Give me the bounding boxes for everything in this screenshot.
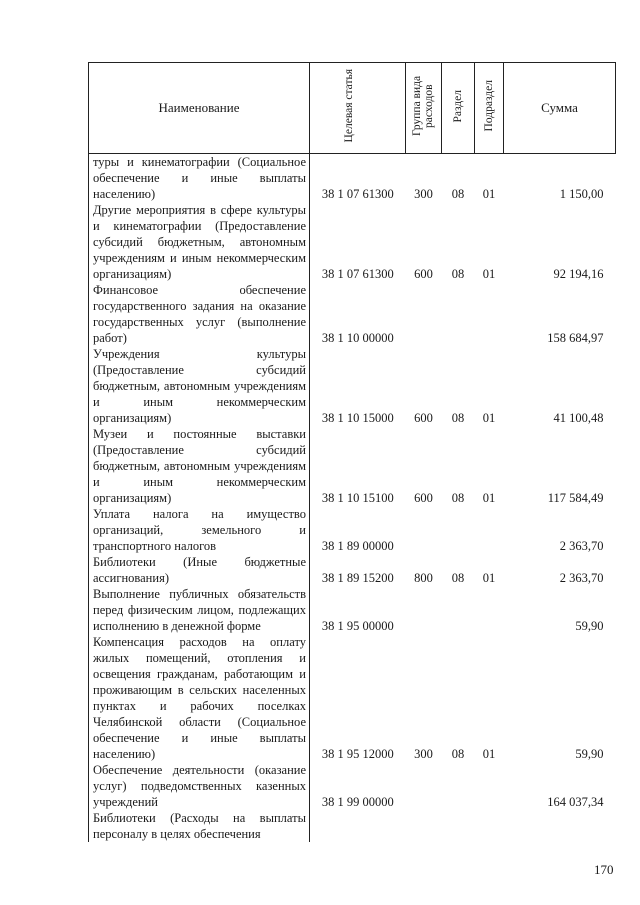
- row-name: Финансовое обеспечение государственного задания на оказание государственных услуг (выполнение работ): [89, 282, 310, 346]
- header-name: Наименование: [89, 63, 310, 154]
- table-body: [89, 154, 616, 843]
- row-subsection: 01: [482, 491, 496, 505]
- row-group: [406, 586, 442, 634]
- table-row: [89, 154, 616, 203]
- row-name: туры и кинематографии (Социальное обеспечение и иные выплаты населению): [89, 154, 310, 203]
- row-section: 08: [451, 491, 465, 505]
- row-name: Учреждения культуры (Предоставление субсидий бюджетным, автономным учреждениям и иным некоммерческим организациям): [89, 346, 310, 426]
- row-target: 38 1 10 15000: [321, 411, 394, 425]
- table-row: [89, 634, 616, 762]
- row-sum: 59,90: [575, 619, 604, 633]
- row-group: 600: [414, 411, 433, 425]
- row-sum: 41 100,48: [553, 411, 604, 425]
- row-group: [406, 810, 442, 842]
- table-row: [89, 282, 616, 346]
- row-section: 08: [451, 747, 465, 761]
- row-sum: 158 684,97: [547, 331, 604, 345]
- row-name: Музеи и постоянные выставки (Предоставление субсидий бюджетным, автономным учреждениям и иным некоммерческим организациям): [89, 426, 310, 506]
- row-target: 38 1 95 00000: [321, 619, 394, 633]
- row-target: 38 1 10 00000: [321, 331, 394, 345]
- row-target: 38 1 07 61300: [321, 267, 394, 281]
- header-sum: Сумма: [504, 63, 616, 154]
- row-target: 38 1 10 15100: [321, 491, 394, 505]
- row-sum: 117 584,49: [547, 491, 604, 505]
- budget-table: [88, 62, 616, 842]
- row-subsection: [475, 810, 504, 842]
- table-header: [89, 63, 616, 154]
- row-name: Компенсация расходов на оплату жилых помещений, отопления и освещения гражданам, работающим и проживающим в сельских населенных пунктах и рабочих поселках Челябинской области (Социальное обеспечение и иные выплаты населению): [89, 634, 310, 762]
- row-subsection: [475, 762, 504, 810]
- row-subsection: 01: [482, 187, 496, 201]
- row-group: 300: [414, 747, 433, 761]
- row-group: [406, 282, 442, 346]
- row-section: [442, 586, 475, 634]
- row-group: 800: [414, 571, 433, 585]
- row-group: [406, 762, 442, 810]
- row-name: Библиотеки (Иные бюджетные ассигнования): [89, 554, 310, 586]
- row-target: 38 1 95 12000: [321, 747, 394, 761]
- row-name: Уплата налога на имущество организаций, земельного и транспортного налогов: [89, 506, 310, 554]
- row-name: Выполнение публичных обязательств перед физическим лицом, подлежащих исполнению в денежной форме: [89, 586, 310, 634]
- row-subsection: 01: [482, 747, 496, 761]
- header-group: Группа вида расходов: [406, 63, 442, 154]
- table-row: [89, 810, 616, 842]
- row-target: 38 1 99 00000: [321, 795, 394, 809]
- row-subsection: 01: [482, 411, 496, 425]
- row-sum: [504, 810, 616, 842]
- table-row: [89, 554, 616, 586]
- row-name: Обеспечение деятельности (оказание услуг) подведомственных казенных учреждений: [89, 762, 310, 810]
- row-group: 600: [414, 491, 433, 505]
- table-row: [89, 586, 616, 634]
- row-section: [442, 810, 475, 842]
- row-section: 08: [451, 187, 465, 201]
- row-section: 08: [451, 411, 465, 425]
- table-row: [89, 346, 616, 426]
- row-target: 38 1 89 15200: [321, 571, 394, 585]
- row-subsection: 01: [482, 267, 496, 281]
- row-subsection: [475, 506, 504, 554]
- header-section: Раздел: [442, 63, 475, 154]
- row-section: [442, 282, 475, 346]
- row-target: 38 1 89 00000: [321, 539, 394, 553]
- row-section: [442, 762, 475, 810]
- table-row: [89, 202, 616, 282]
- row-sum: 92 194,16: [553, 267, 604, 281]
- table-row: [89, 426, 616, 506]
- row-group: [406, 506, 442, 554]
- row-name: Другие мероприятия в сфере культуры и кинематографии (Предоставление субсидий бюджетным, автономным учреждениям и иным некоммерческим организациям): [89, 202, 310, 282]
- row-sum: 2 363,70: [559, 539, 604, 553]
- row-section: 08: [451, 267, 465, 281]
- row-sum: 59,90: [575, 747, 604, 761]
- row-group: 300: [414, 187, 433, 201]
- row-subsection: [475, 586, 504, 634]
- row-subsection: [475, 282, 504, 346]
- table-row: [89, 762, 616, 810]
- row-sum: 164 037,34: [547, 795, 604, 809]
- row-subsection: 01: [482, 571, 496, 585]
- header-target: Целевая статья: [310, 63, 406, 154]
- row-name: Библиотеки (Расходы на выплаты персоналу в целях обеспечения: [89, 810, 310, 842]
- row-section: 08: [451, 571, 465, 585]
- header-subsection: Подраздел: [475, 63, 504, 154]
- page-number: 170: [594, 862, 614, 877]
- row-sum: 2 363,70: [559, 571, 604, 585]
- row-section: [442, 506, 475, 554]
- row-sum: 1 150,00: [559, 187, 604, 201]
- table-row: [89, 506, 616, 554]
- row-group: 600: [414, 267, 433, 281]
- row-target: 38 1 07 61300: [321, 187, 394, 201]
- row-target: [310, 810, 406, 842]
